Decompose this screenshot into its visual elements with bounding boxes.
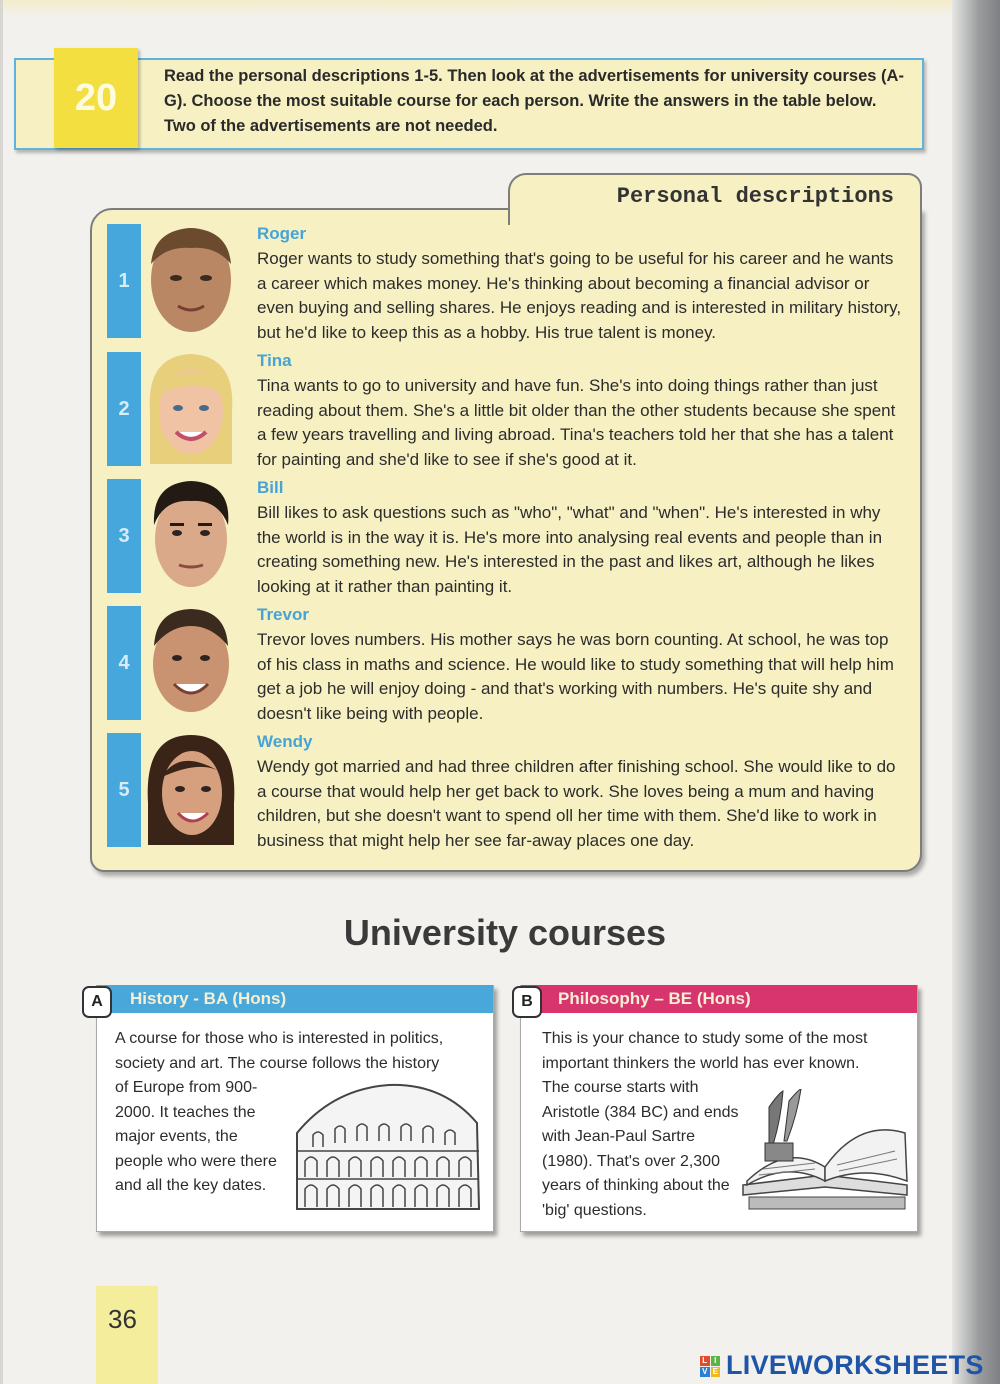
course-b-text-top: This is your chance to study some of the most important thinkers the world has ever known. [542, 1030, 868, 1072]
course-card-b [520, 985, 918, 1232]
person-name-tina: Tina [257, 351, 292, 370]
person-name-trevor: Trevor [257, 605, 309, 624]
bill-photo [146, 479, 236, 591]
page-number-box [96, 1286, 158, 1384]
wendy-photo [146, 733, 236, 845]
person-number-4: 4 [107, 606, 141, 720]
tina-photo [146, 352, 236, 464]
personal-descriptions-title: Personal descriptions [616, 184, 894, 209]
course-card-a [96, 985, 494, 1232]
course-letter-a: A [82, 986, 112, 1018]
university-courses-heading: University courses [343, 912, 667, 953]
liveworksheets-logo[interactable] [700, 1350, 984, 1381]
roger-photo [146, 224, 236, 336]
trevor-photo [146, 606, 236, 718]
liveworksheets-wordmark: LIVEWORKSHEETS [726, 1350, 984, 1380]
person-number-3: 3 [107, 479, 141, 593]
book-spine [952, 0, 1000, 1384]
person-desc-trevor: Trevor loves numbers. His mother says he was born counting. At school, he was top of his class in maths and science. He would like to study something that will help him get a job he will enjoy doing - and that's working with numbers. He's quite shy and doesn't like being with people. [257, 630, 894, 723]
person-desc-wendy: Wendy got married and had three children after finishing school. She would like to do a course that would help her get back to work. She loves being a mum and having children, but she doesn't want to spend oll her time with them. She'd like to work in business that might help her see far-away places one day. [257, 757, 896, 850]
task-number: 20 [54, 48, 138, 148]
course-title-a: History - BA (Hons) [130, 989, 287, 1008]
course-a-text-side: of Europe from 900-2000. It teaches the major events, the people who were there and all the key dates. [115, 1079, 277, 1195]
person-desc-tina: Tina wants to go to university and have fun. She's into doing things rather than just reading about them. She's a little bit older than the other students because she spent a few years travelling and living abroad. Tina's teachers told her that she has a talent for painting and she'd like to see if she's good at it. [257, 376, 896, 469]
person-desc-roger: Roger wants to study something that's going to be useful for his career and he wants a career which makes money. He's thinking about becoming a financial advisor or even buying and selling shares. He enjoys reading and is interested in military history, but he'd like to keep this as a hobby. His true talent is money. [257, 249, 902, 342]
course-a-text-top: A course for those who is interested in politics, society and art. The course follows the history [115, 1030, 444, 1072]
course-title-b: Philosophy – BE (Hons) [558, 989, 751, 1008]
colosseum-illustration [293, 1081, 483, 1217]
person-number-1: 1 [107, 224, 141, 338]
book-quill-illustration [739, 1089, 911, 1213]
person-desc-bill: Bill likes to ask questions such as "who", "what" and "when". He's interested in why the world is in the way it is. He's more into analysing real events and people than in creating something new. He's interested in the past and likes art, although he likes looking at it rather than painting it. [257, 503, 883, 596]
course-b-text-side: The course starts with Aristotle (384 BC) and ends with Jean-Paul Sartre (1980). That's over 2,300 years of thinking about the 'big' questions. [542, 1079, 739, 1219]
task-instruction-text: Read the personal descriptions 1-5. Then look at the advertisements for university courses (A-G). Choose the most suitable course for each person. Write the answers in the table below. Two of the advertisements are not needed. [164, 67, 904, 135]
person-name-wendy: Wendy [257, 732, 313, 751]
page-top-edge [0, 0, 1000, 16]
page-number: 36 [108, 1304, 137, 1334]
person-name-roger: Roger [257, 224, 307, 243]
course-letter-b: B [512, 986, 542, 1018]
person-number-2: 2 [107, 352, 141, 466]
person-name-bill: Bill [257, 478, 284, 497]
person-number-5: 5 [107, 733, 141, 847]
liveworksheets-icon: L I V E [700, 1356, 720, 1376]
page-left-edge [0, 0, 3, 1384]
